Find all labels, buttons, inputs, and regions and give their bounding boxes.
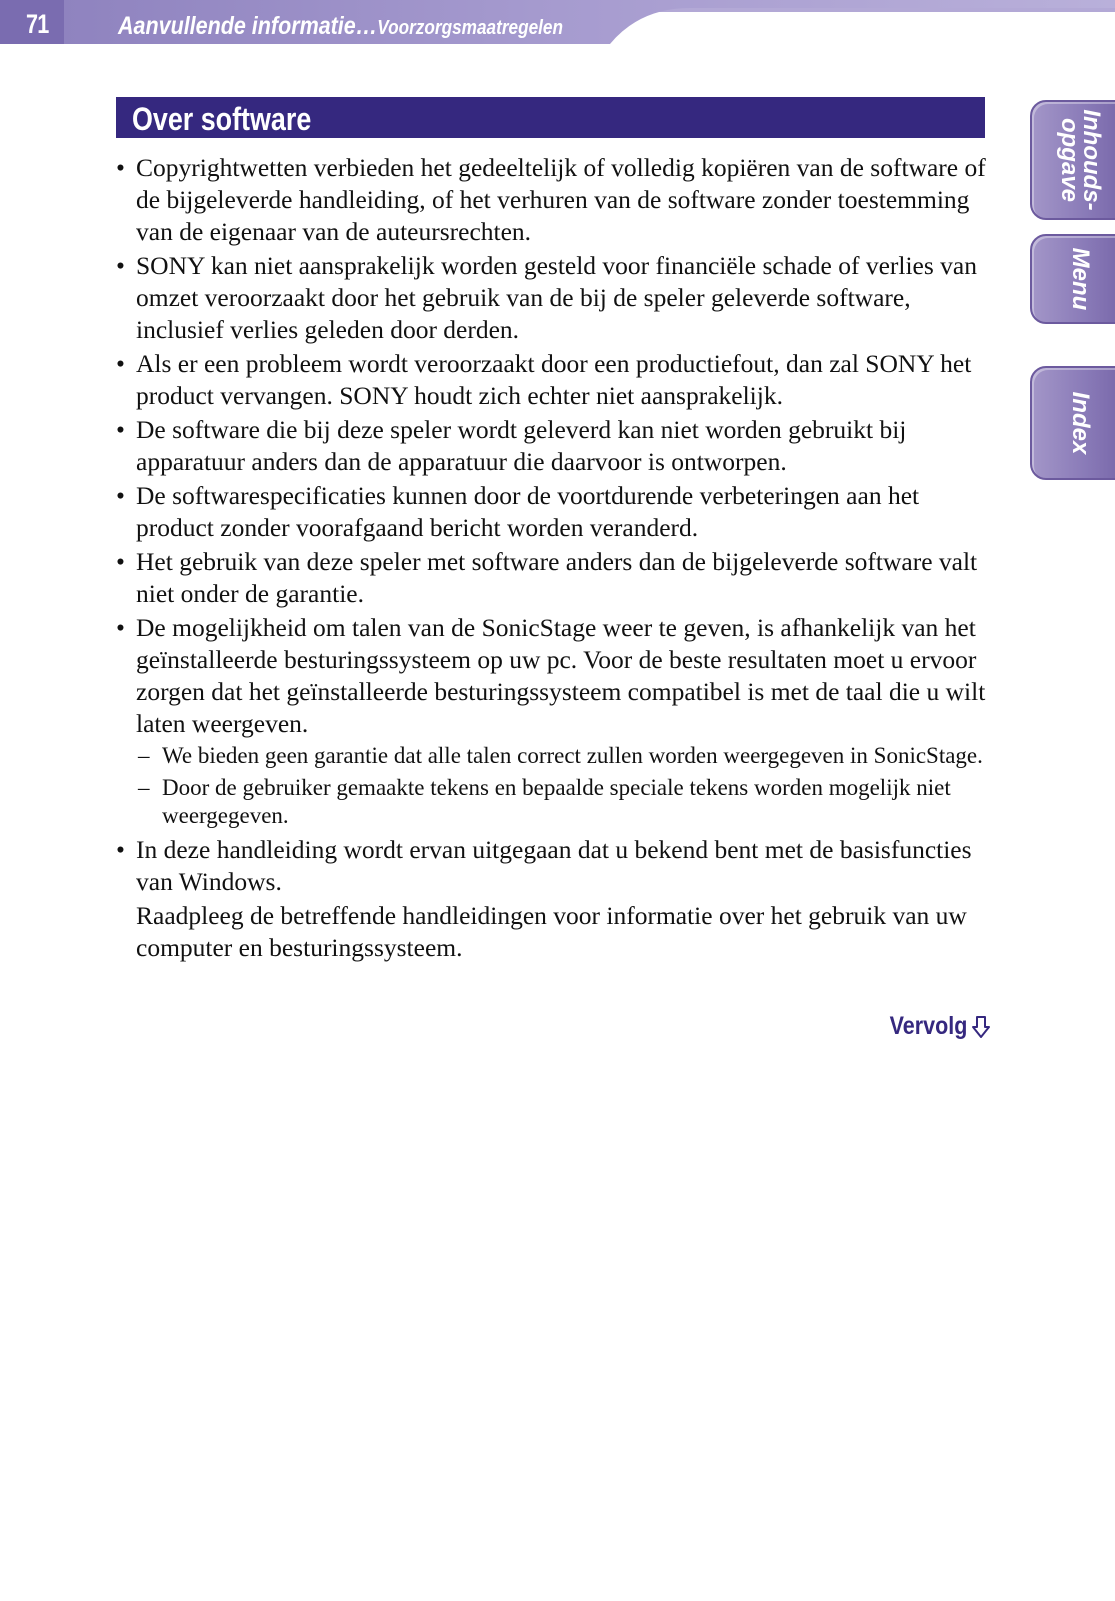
continue-label: Vervolg xyxy=(889,1012,967,1040)
bullet-item: • In deze handleiding wordt ervan uitgegaan dat u bekend bent met de basisfuncties van Windows. xyxy=(116,834,994,898)
bullet-item: • Als er een probleem wordt veroorzaakt door een productiefout, dan zal SONY het product vervangen. SONY houdt zich echter niet aansprakelijk. xyxy=(116,348,994,412)
page-number: 71 xyxy=(26,9,49,39)
tab-table-of-contents[interactable] xyxy=(1030,100,1115,220)
tab-index[interactable] xyxy=(1030,366,1115,480)
paragraph: Raadpleeg de betreffende handleidingen voor informatie over het gebruik van uw computer en besturingssysteem. xyxy=(136,901,967,962)
sub-item: – We bieden geen garantie dat alle talen correct zullen worden weergegeven in SonicStage. xyxy=(116,742,994,770)
bullet-item: • Het gebruik van deze speler met software anders dan de bijgeleverde software valt niet onder de garantie. xyxy=(116,546,994,610)
section-title-bar xyxy=(116,97,985,138)
continue-link[interactable] xyxy=(877,1012,991,1041)
content-body xyxy=(116,152,994,964)
bullet-item: • SONY kan niet aansprakelijk worden gesteld voor financiële schade of verlies van omzet veroorzaakt door het gebruik van de bij de speler geleverde software, inclusief verlies geleden door derden. xyxy=(116,250,994,346)
breadcrumb xyxy=(118,12,563,41)
tab-menu[interactable] xyxy=(1030,234,1115,324)
breadcrumb-section[interactable]: Aanvullende informatie… xyxy=(118,12,378,40)
bullet-item: • De mogelijkheid om talen van de SonicStage weer te geven, is afhankelijk van het geïnstalleerde besturingssysteem op uw pc. Voor de beste resultaten moet u ervoor zorgen dat het geïnstalleerde besturingssysteem compatibel is met de taal die u wilt laten weergeven. xyxy=(116,612,994,740)
tab-label-menu: Menu xyxy=(1066,247,1094,311)
tab-label-index: Index xyxy=(1066,391,1094,455)
tab-label-table-of-contents: Inhouds- opgave xyxy=(1055,109,1105,211)
bullet-item: • De softwarespecificaties kunnen door de voortdurende verbeteringen aan het product zonder voorafgaand bericht worden veranderd. xyxy=(116,480,994,544)
breadcrumb-subsection[interactable]: Voorzorgsmaatregelen xyxy=(377,17,564,39)
arrow-down-icon xyxy=(971,1015,991,1039)
section-title: Over software xyxy=(132,101,312,137)
page-header xyxy=(0,0,1115,46)
sub-item: – Door de gebruiker gemaakte tekens en bepaalde speciale tekens worden mogelijk niet weergegeven. xyxy=(116,774,994,830)
bullet-item: • Copyrightwetten verbieden het gedeeltelijk of volledig kopiëren van de software of de bijgeleverde handleiding, of het verhuren van de software zonder toestemming van de eigenaar van de auteursrechten. xyxy=(116,152,994,248)
bullet-item: • De software die bij deze speler wordt geleverd kan niet worden gebruikt bij apparatuur anders dan de apparatuur die daarvoor is ontworpen. xyxy=(116,414,994,478)
